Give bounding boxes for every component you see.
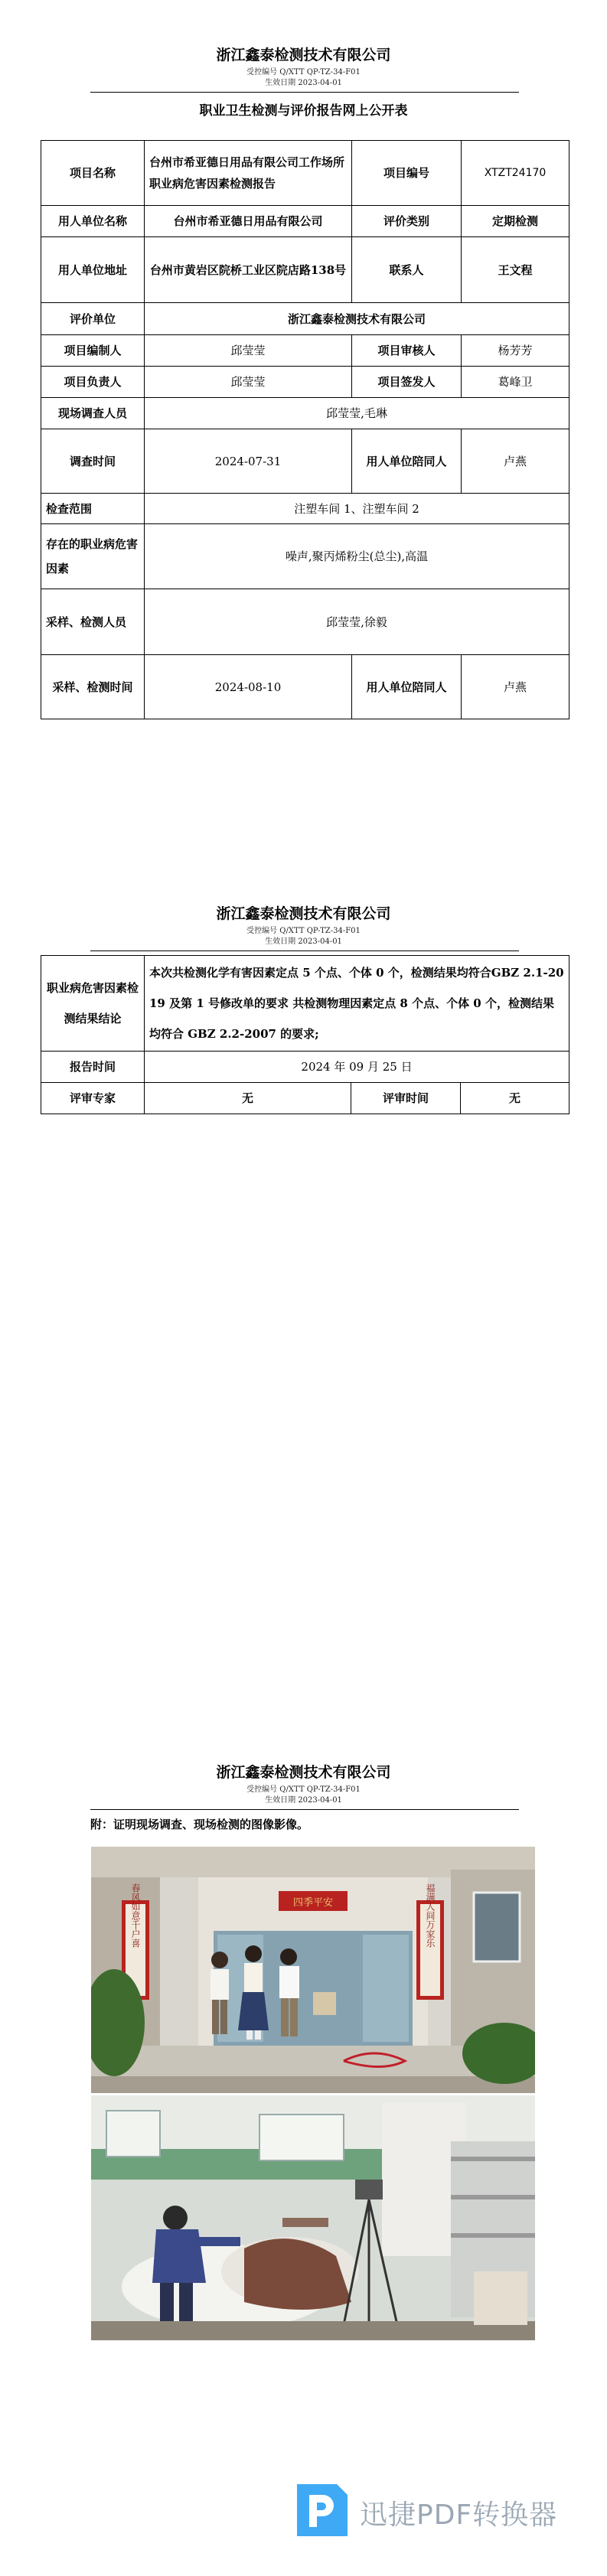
employer-label: 用人单位名称 bbox=[41, 206, 145, 237]
control-number: 受控编号 Q/XTT QP-TZ-34-F01 bbox=[246, 68, 361, 77]
leader-label: 项目负责人 bbox=[41, 367, 145, 398]
hazards-value: 噪声,聚丙烯粉尘(总尘),高温 bbox=[145, 524, 569, 589]
survey-time-value: 2024-07-31 bbox=[145, 429, 352, 494]
hazards-label: 存在的职业病危害因素 bbox=[41, 524, 145, 589]
reviewer-label: 项目审核人 bbox=[352, 335, 462, 367]
table-row bbox=[41, 237, 569, 303]
table-row bbox=[41, 494, 569, 524]
contact-label: 联系人 bbox=[352, 237, 462, 303]
eval-org-label: 评价单位 bbox=[41, 303, 145, 335]
table-row bbox=[41, 303, 569, 335]
appendix-caption: 附：证明现场调查、现场检测的图像影像。 bbox=[90, 1818, 309, 1831]
escort2-value: 卢燕 bbox=[462, 655, 569, 719]
report-time-value: 2024 年 09 月 25 日 bbox=[145, 1052, 569, 1083]
project-no-label: 项目编号 bbox=[352, 141, 462, 206]
table-row bbox=[41, 655, 569, 719]
workshop-scene bbox=[91, 2095, 535, 2340]
company-name: 浙江鑫泰检测技术有限公司 bbox=[216, 905, 391, 922]
table-row bbox=[41, 206, 569, 237]
table-row bbox=[41, 367, 569, 398]
employer-value: 台州市希亚德日用品有限公司 bbox=[145, 206, 352, 237]
survey-time-label: 调查时间 bbox=[41, 429, 145, 494]
table-row bbox=[41, 141, 569, 206]
survey-staff-value: 邱莹莹,毛琳 bbox=[145, 398, 569, 429]
project-no-value: XTZT24170 bbox=[462, 141, 569, 206]
header-rule bbox=[90, 1809, 519, 1810]
reviewer-value: 杨芳芳 bbox=[462, 335, 569, 367]
watermark-text: 迅捷PDF转换器 bbox=[360, 2499, 558, 2531]
header-rule bbox=[90, 92, 519, 93]
table-row bbox=[41, 398, 569, 429]
conclusion-label: 职业病危害因素检测结果结论 bbox=[41, 956, 145, 1052]
escort-label: 用人单位陪同人 bbox=[352, 429, 462, 494]
site-detection-photo bbox=[91, 2095, 535, 2340]
couplet-right: 福满人间万家乐 bbox=[425, 1883, 436, 1948]
effective-date: 生效日期 2023-04-01 bbox=[265, 79, 342, 87]
table-row bbox=[41, 956, 569, 1052]
document-title: 职业卫生检测与评价报告网上公开表 bbox=[199, 103, 408, 119]
review-time-label: 评审时间 bbox=[351, 1083, 461, 1114]
converter-watermark bbox=[291, 2480, 566, 2541]
review-time-value: 无 bbox=[461, 1083, 569, 1114]
contact-value: 王文程 bbox=[462, 237, 569, 303]
address-value: 台州市黄岩区院桥工业区院店路138号 bbox=[145, 237, 352, 303]
eval-org-value: 浙江鑫泰检测技术有限公司 bbox=[145, 303, 569, 335]
issuer-label: 项目签发人 bbox=[352, 367, 462, 398]
address-label: 用人单位地址 bbox=[41, 237, 145, 303]
report-time-label: 报告时间 bbox=[41, 1052, 145, 1083]
escort2-label: 用人单位陪同人 bbox=[352, 655, 462, 719]
scope-label: 检查范围 bbox=[41, 494, 145, 524]
escort-value: 卢燕 bbox=[462, 429, 569, 494]
leader-value: 邱莹莹 bbox=[145, 367, 352, 398]
survey-staff-label: 现场调查人员 bbox=[41, 398, 145, 429]
sampling-staff-value: 邱莹莹,徐毅 bbox=[145, 589, 569, 655]
scope-value: 注塑车间 1、注塑车间 2 bbox=[145, 494, 569, 524]
control-number: 受控编号 Q/XTT QP-TZ-34-F01 bbox=[246, 927, 361, 935]
eval-type-value: 定期检测 bbox=[462, 206, 569, 237]
table-row bbox=[41, 335, 569, 367]
project-name-value: 台州市希亚德日用品有限公司工作场所职业病危害因素检测报告 bbox=[145, 141, 352, 206]
expert-label: 评审专家 bbox=[41, 1083, 145, 1114]
control-number: 受控编号 Q/XTT QP-TZ-34-F01 bbox=[246, 1785, 361, 1794]
entrance-scene bbox=[91, 1847, 535, 2093]
eval-type-label: 评价类别 bbox=[352, 206, 462, 237]
effective-date: 生效日期 2023-04-01 bbox=[265, 937, 342, 946]
table-row bbox=[41, 589, 569, 655]
table-row bbox=[41, 524, 569, 589]
effective-date: 生效日期 2023-04-01 bbox=[265, 1796, 342, 1805]
table-row bbox=[41, 1083, 569, 1114]
table-row bbox=[41, 429, 569, 494]
compiler-value: 邱莹莹 bbox=[145, 335, 352, 367]
company-name: 浙江鑫泰检测技术有限公司 bbox=[216, 1764, 391, 1781]
sampling-time-label: 采样、检测时间 bbox=[41, 655, 145, 719]
conclusion-value: 本次共检测化学有害因素定点 5 个点、个体 0 个，检测结果均符合GBZ 2.1-2019 及第 1 号修改单的要求 共检测物理因素定点 8 个点、个体 0 个，检测结果均符合 GBZ 2.2-2007 的要求; bbox=[145, 956, 569, 1052]
sampling-staff-label: 采样、检测人员 bbox=[41, 589, 145, 655]
company-name: 浙江鑫泰检测技术有限公司 bbox=[216, 47, 391, 64]
compiler-label: 项目编制人 bbox=[41, 335, 145, 367]
couplet-left: 春风如意千户喜 bbox=[130, 1883, 141, 1948]
site-survey-photo bbox=[91, 1847, 535, 2093]
sampling-time-value: 2024-08-10 bbox=[145, 655, 352, 719]
disclosure-table bbox=[41, 140, 569, 719]
project-name-label: 项目名称 bbox=[41, 141, 145, 206]
table-row bbox=[41, 1052, 569, 1083]
conclusion-table bbox=[41, 955, 569, 1114]
expert-value: 无 bbox=[145, 1083, 351, 1114]
issuer-value: 葛峰卫 bbox=[462, 367, 569, 398]
pdf-logo-icon bbox=[291, 2480, 352, 2541]
door-banner: 四季平安 bbox=[292, 1897, 334, 1909]
